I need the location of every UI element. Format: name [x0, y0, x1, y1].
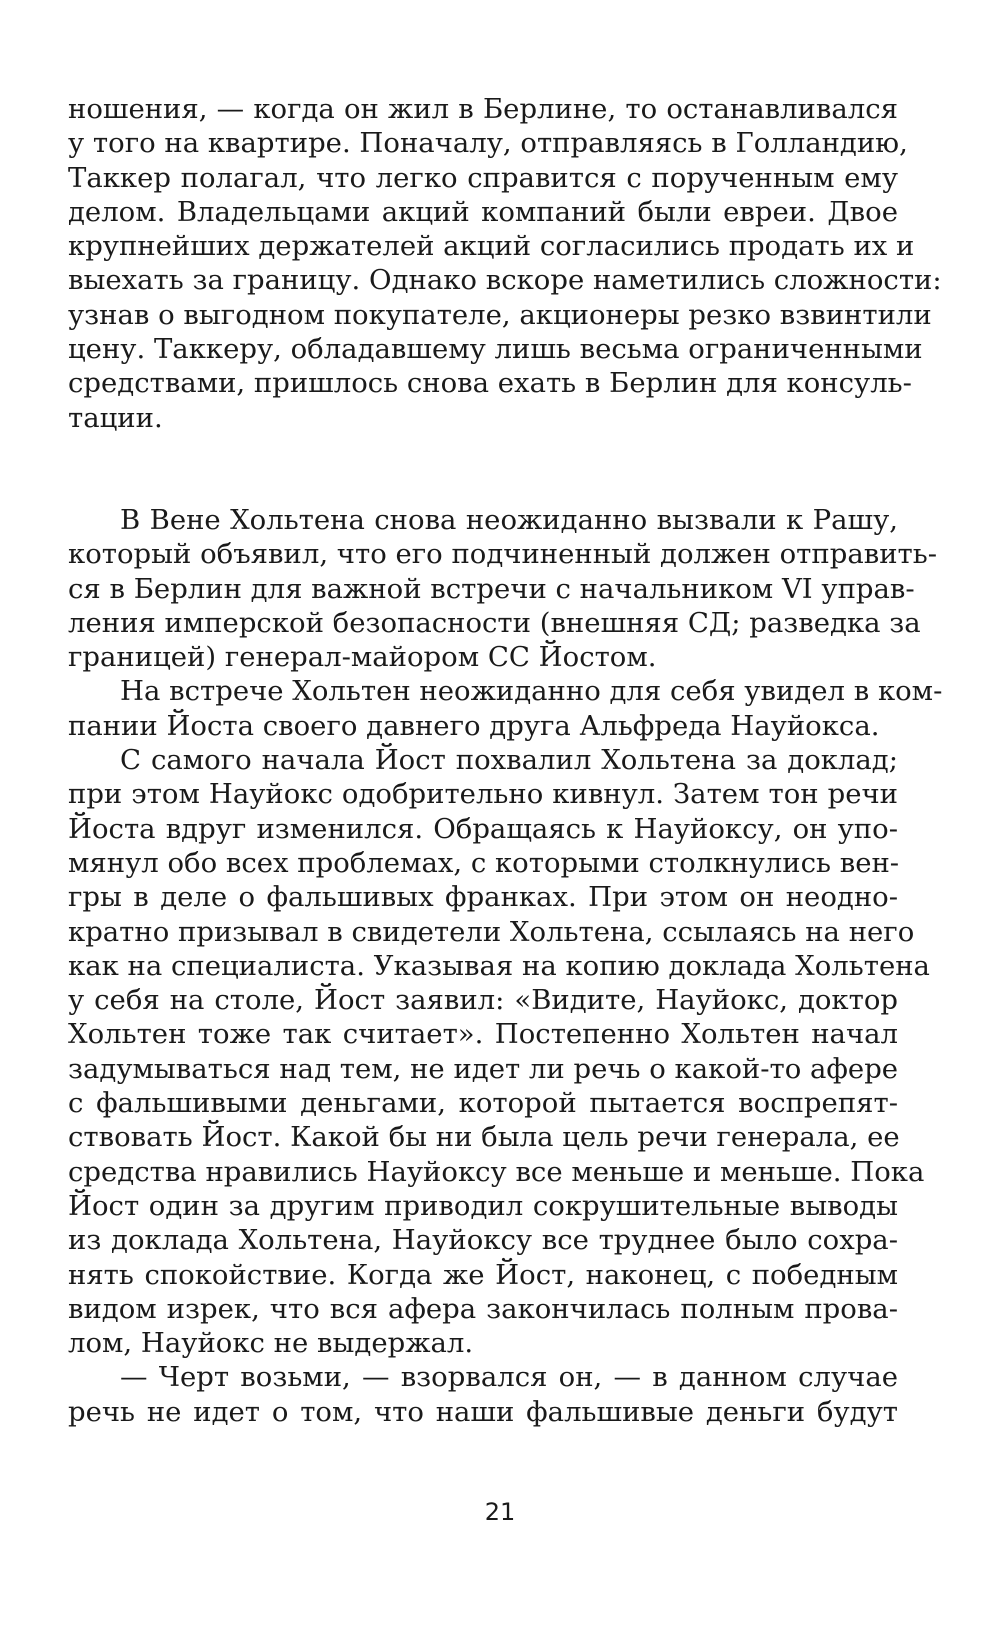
text-line: кратно призывал в свидетели Хольтена, ссылаясь на него — [68, 915, 915, 948]
text-line: лом, Науйокс не выдержал. — [68, 1327, 474, 1360]
paragraph — [68, 743, 930, 1360]
text-line: мянул обо всех проблемах, с которыми столкнулись вен- — [68, 846, 900, 879]
text-line: речь не идет о том, что наши фальшивые деньги будут — [68, 1395, 898, 1428]
page-text — [68, 92, 943, 1429]
text-line: нять спокойствие. Когда же Йост, наконец, с победным — [68, 1258, 898, 1291]
text-line: ления имперской безопасности (внешняя СД; разведка за — [68, 606, 921, 639]
text-line: На встрече Хольтен неожиданно для себя увидел в ком- — [120, 675, 943, 708]
paragraph — [68, 503, 938, 674]
paragraph — [68, 674, 943, 743]
text-line: пании Йоста своего давнего друга Альфреда Науйокса. — [68, 709, 880, 742]
text-line: В Вене Хольтена снова неожиданно вызвали к Рашу, — [120, 503, 898, 536]
text-line: крупнейших держателей акций согласились продать их и — [68, 230, 915, 263]
text-line: узнав о выгодном покупателе, акционеры резко взвинтили — [68, 298, 932, 331]
text-line: ношения, — когда он жил в Берлине, то останавливался — [68, 93, 898, 125]
text-line: границей) генерал-майором СС Йостом. — [68, 641, 657, 674]
text-line: Йост один за другим приводил сокрушительные выводы — [68, 1189, 898, 1222]
text-line: задумываться над тем, не идет ли речь о какой-то афере — [68, 1052, 899, 1085]
text-line: делом. Владельцами акций компаний были евреи. Двое — [68, 195, 898, 228]
text-line: из доклада Хольтена, Науйоксу все труднее было сохра- — [68, 1224, 898, 1257]
text-line: как на специалиста. Указывая на копию доклада Хольтена — [68, 949, 930, 982]
text-line: средства нравились Науйоксу все меньше и меньше. Пока — [68, 1155, 925, 1188]
text-line: Таккер полагал, что легко справится с порученным ему — [68, 161, 898, 194]
text-line: С самого начала Йост похвалил Хольтена за доклад; — [120, 744, 898, 777]
text-line: у себя на столе, Йост заявил: «Видите, Науйокс, доктор — [68, 984, 898, 1017]
text-line: который объявил, что его подчиненный должен отправить- — [68, 538, 938, 571]
text-line: цену. Таккеру, обладавшему лишь весьма ограниченными — [68, 333, 923, 366]
section-break — [68, 435, 898, 503]
paragraph — [68, 1360, 898, 1429]
text-line: средствами, пришлось снова ехать в Берлин для консуль- — [68, 367, 912, 400]
text-line: Йоста вдруг изменился. Обращаясь к Науйоксу, он упо- — [68, 812, 898, 845]
text-line: гры в деле о фальшивых франках. При этом он неодно- — [68, 881, 898, 914]
text-line: у того на квартире. Поначалу, отправляясь в Голландию, — [68, 127, 908, 160]
text-line: тации. — [68, 401, 163, 434]
text-line: Хольтен тоже так считает». Постепенно Хольтен начал — [68, 1018, 898, 1051]
text-line: ствовать Йост. Какой бы ни была цель речи генерала, ее — [68, 1121, 900, 1154]
text-line: ся в Берлин для важной встречи с начальником VI управ- — [68, 572, 915, 605]
paragraph — [68, 92, 942, 435]
text-line: видом изрек, что вся афера закончилась полным прова- — [68, 1292, 898, 1325]
text-line: выехать за границу. Однако вскоре наметились сложности: — [68, 264, 942, 297]
page-number: 21 — [484, 1498, 516, 1526]
text-line: при этом Науйокс одобрительно кивнул. Затем тон речи — [68, 778, 898, 811]
text-line: с фальшивыми деньгами, которой пытается воспрепят- — [68, 1087, 898, 1120]
text-line: — Черт возьми, — взорвался он, — в данном случае — [120, 1361, 898, 1394]
